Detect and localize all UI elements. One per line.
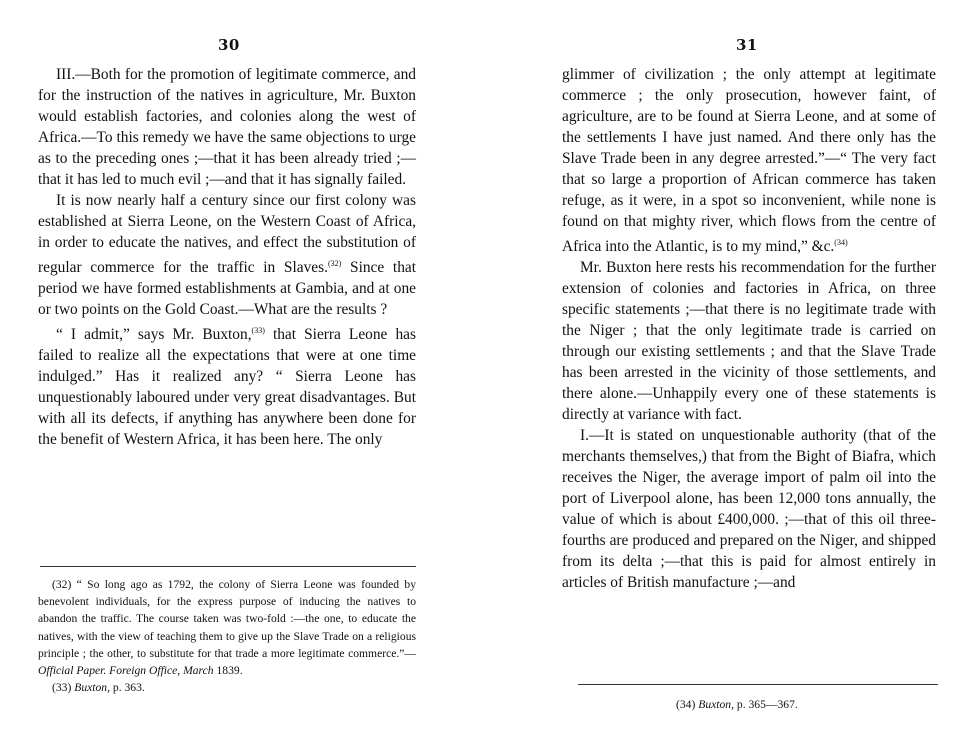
- footnote-32-text: “ So long ago as 1792, the colony of Sierra Leone was founded by benevolent individuals, for the express purpose of inducing the natives to abandon the traffic. The course taken was two-fold :—the one, to educate the natives, with the view of teaching them to give up the Slave Trade on a religious principle ; the other, to substitute for that trade a more legitimate commerce.”—: [38, 578, 416, 660]
- right-page-number: 31: [736, 36, 758, 54]
- footnote-33: [38, 679, 416, 696]
- footnote-32: [38, 576, 416, 679]
- footnote-34: [676, 696, 936, 713]
- left-paragraph-3-text: “ I admit,” says Mr. Buxton,: [56, 326, 252, 343]
- footnote-34-label: (34): [676, 698, 696, 711]
- right-footnotes: [676, 696, 936, 713]
- footnote-ref-34: (34): [834, 238, 848, 247]
- right-paragraph-1: [562, 64, 936, 257]
- left-paragraph-2: [38, 190, 416, 320]
- left-page-body: [38, 64, 416, 450]
- right-paragraph-2: Mr. Buxton here rests his recommendation for the further extension of colonies and factories in Africa, on three specific statements ;—that there is no legitimate trade with the Niger ; that the only legitimate trade is carried on through our existing settlements ; and that the Slave Trade has been arrested in the vicinity of those settlements, and there alone.—Unhappily every one of these statements is directly at variance with fact.: [562, 259, 936, 423]
- footnote-32-year: 1839.: [216, 664, 243, 678]
- right-footnote-rule: [578, 684, 938, 685]
- left-paragraph-3: [38, 320, 416, 450]
- left-paragraph-2-text: It is now nearly half a century since our first colony was established at Sierra Leone, on the Western Coast of Africa, in order to educate the natives, and effect the substitution of regular commerce for the traffic in Slaves.: [38, 192, 416, 276]
- footnote-32-source: Official Paper. Foreign Office, March: [38, 664, 214, 678]
- footnote-33-label: (33): [52, 681, 72, 695]
- left-footnotes: [38, 576, 416, 696]
- footnote-33-source: Buxton,: [74, 681, 110, 695]
- footnote-33-page: p. 363.: [112, 681, 145, 695]
- left-footnote-rule: [40, 566, 416, 567]
- left-paragraph-2-continued: Since that period we have formed establishments at Gambia, and at one or two points on the Gold Coast.—What are the results ?: [38, 259, 416, 318]
- right-paragraph-1-text: glimmer of civilization ; the only attempt at legitimate commerce ; the only prosecution, however faint, of agriculture, are to be found at Sierra Leone, and at some of the settlements I have just named. And there only has the Slave Trade been in any degree arrested.”—“ The very fact that so large a proportion of African commerce has taken refuge, as it were, in a spot so inconvenient, while none is found on that mighty river, which flows from the centre of Africa into the Atlantic, is to my mind,” &c.: [562, 66, 936, 255]
- footnote-32-label: (32): [52, 578, 72, 591]
- footnote-ref-32: (32): [327, 259, 342, 268]
- left-paragraph-1: III.—Both for the promotion of legitimate commerce, and for the instruction of the natives in agriculture, Mr. Buxton would establish factories, and colonies along the west of Africa.—To this remedy we have the same objections to urge as to the preceding ones ;—that it has been already tried ;—that it has led to much evil ;—and that it has signally failed.: [38, 66, 416, 188]
- right-page-body: [562, 64, 936, 593]
- left-paragraph-3-continued: that Sierra Leone has failed to realize all the expectations that were at one time indulged.” Has it realized any? “ Sierra Leone has unquestionably laboured under very great disadvantages. But with all its defects, if anything has anywhere been done for the benefit of Western Africa, it has been here. The only: [38, 326, 416, 448]
- footnote-34-page: p. 365—367.: [736, 698, 798, 711]
- footnote-34-source: Buxton,: [698, 698, 734, 711]
- footnote-ref-33: (33): [251, 326, 265, 335]
- right-paragraph-3: I.—It is stated on unquestionable authority (that of the merchants themselves,) that from the Bight of Biafra, which receives the Niger, the average import of palm oil into the port of Liverpool alone, has been 12,000 tons annually, the value of which is about £400,000. ;—that of this oil three-fourths are produced and prepared on the Niger, and shipped from its delta ;—that this is paid for almost entirely in articles of British manufacture ;—and: [562, 427, 936, 591]
- left-page-number: 30: [218, 36, 240, 54]
